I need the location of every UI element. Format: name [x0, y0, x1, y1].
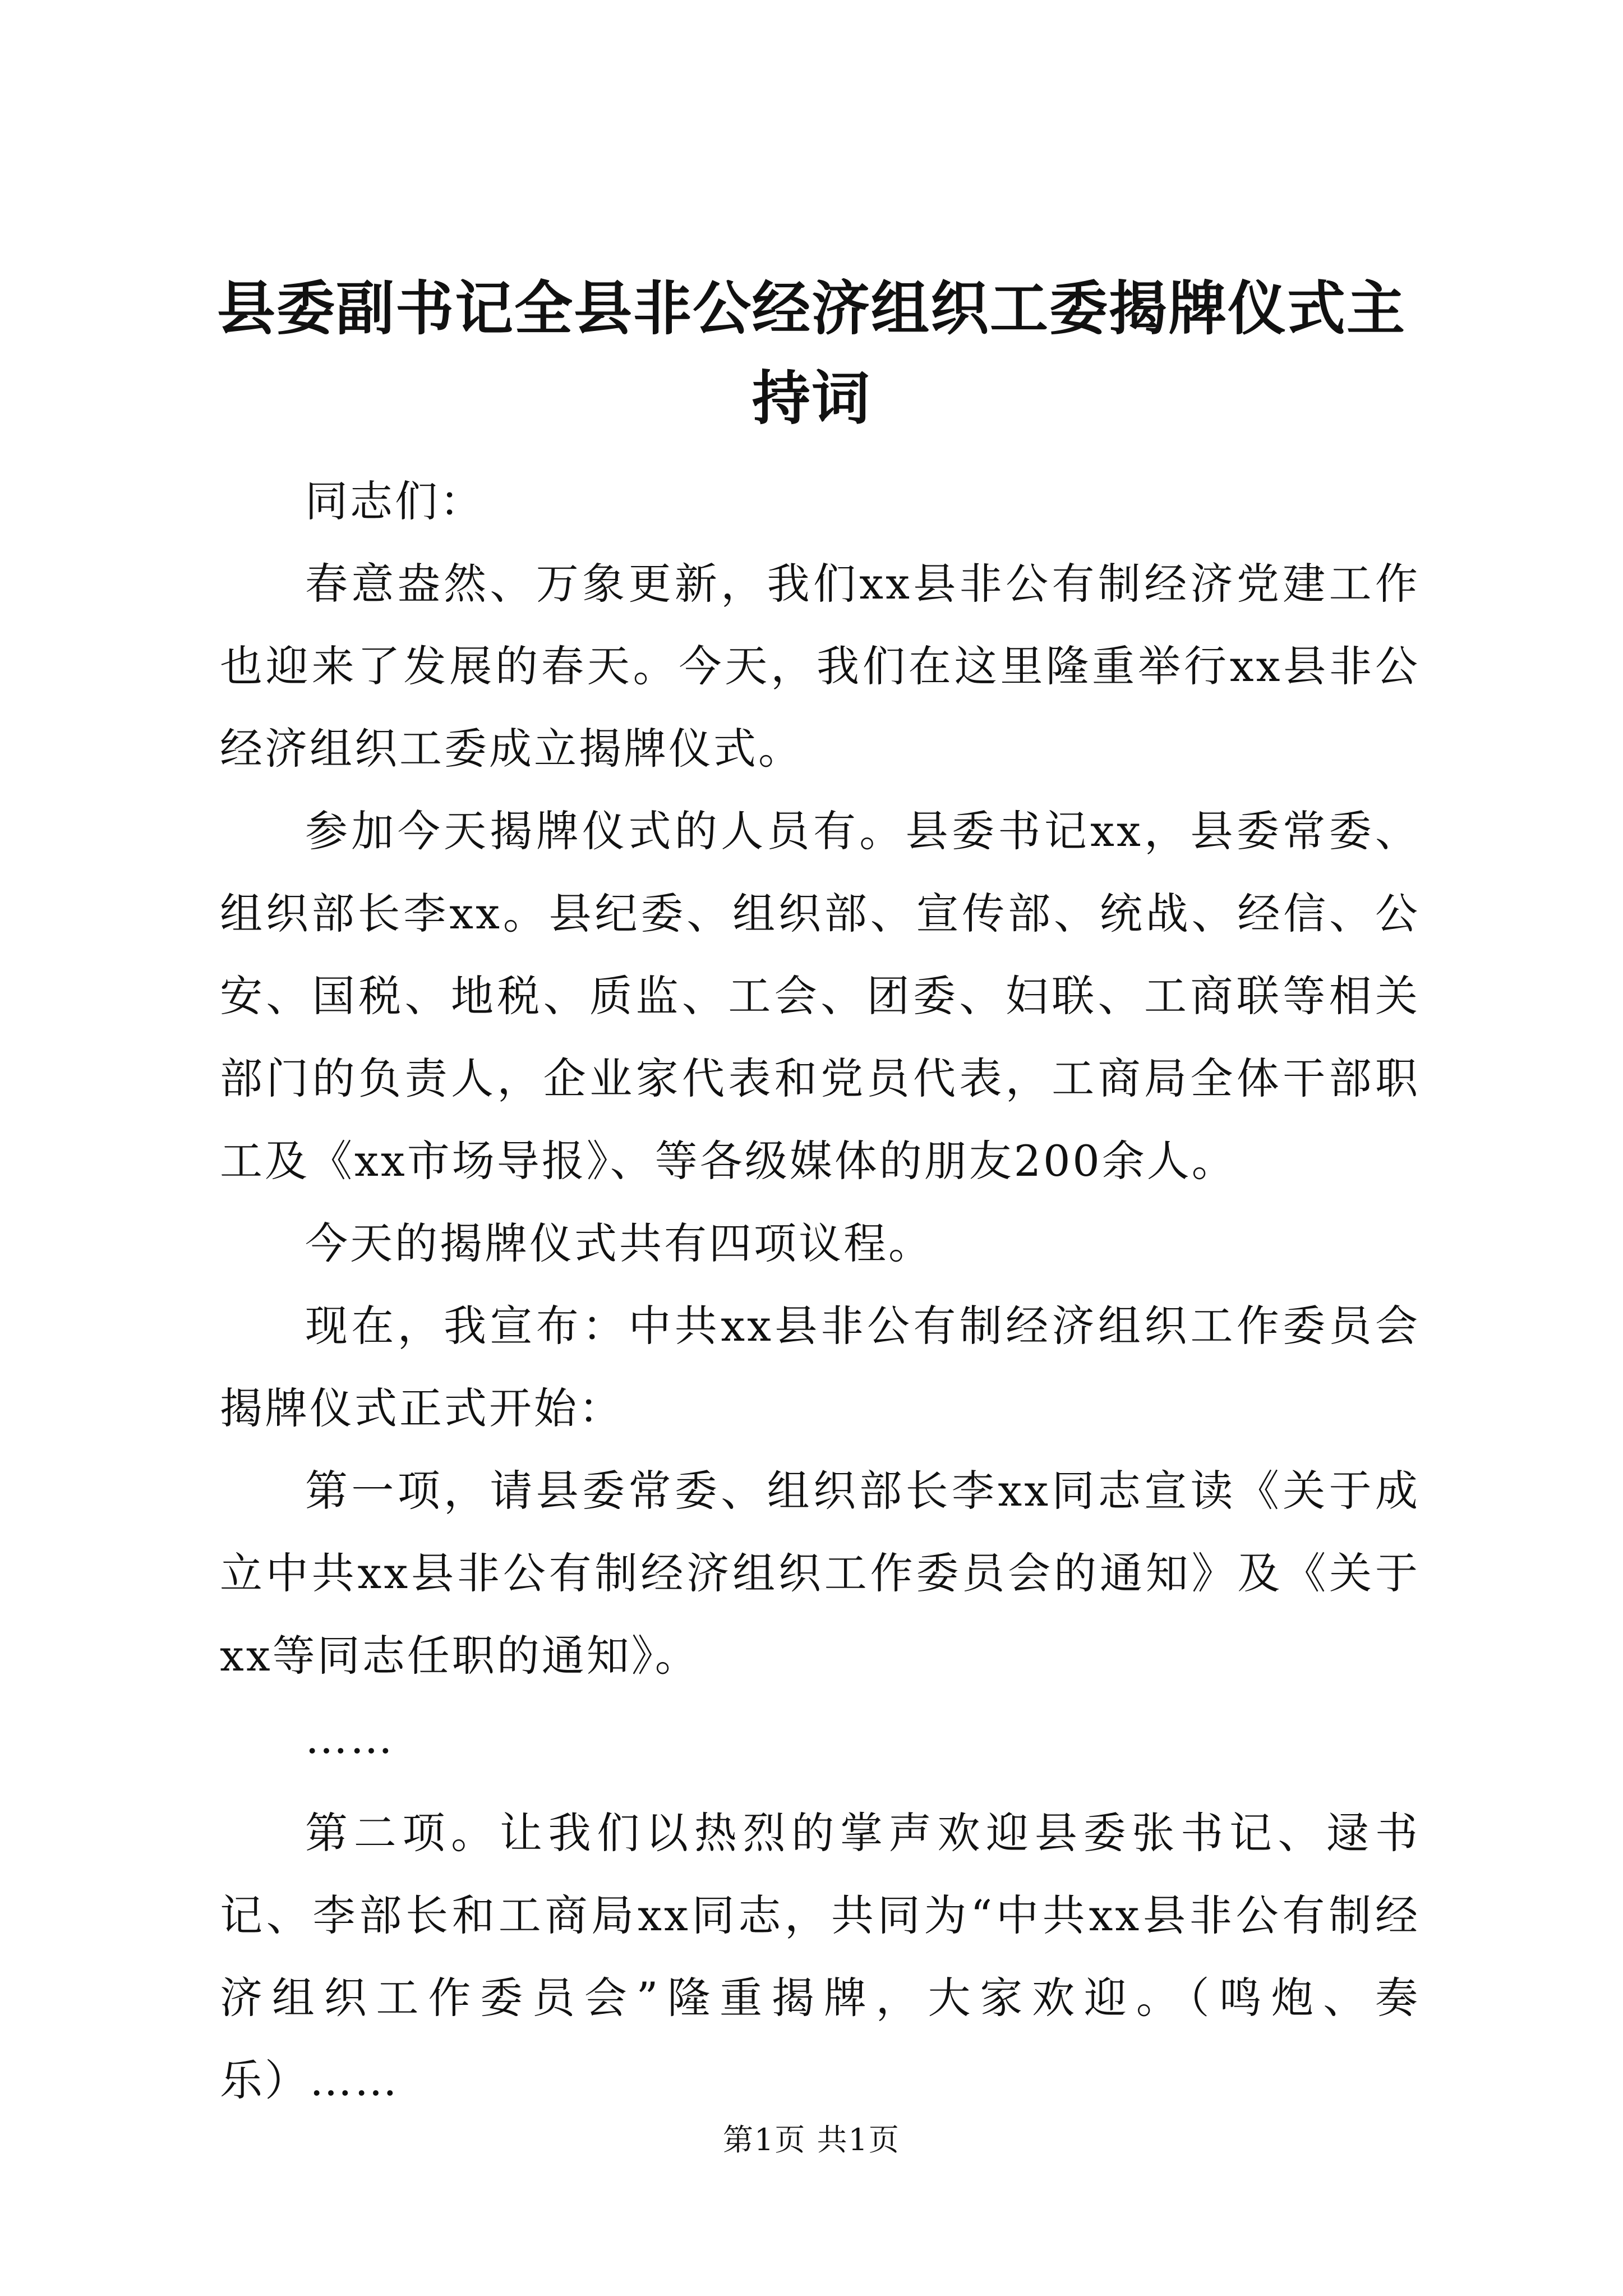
paragraph-item-two: 第二项。让我们以热烈的掌声欢迎县委张书记、逯书记、李部长和工商局xx同志，共同为“中共xx县非公有制经济组织工作委员会”隆重揭牌，大家欢迎。（鸣炮、奏乐）…… [220, 1808, 1420, 2105]
paragraph-item-one: 第一项，请县委常委、组织部长李xx同志宣读《关于成立中共xx县非公有制经济组织工作委员会的通知》及《关于xx等同志任职的通知》。 [220, 1466, 1420, 1681]
paragraph-attendees: 参加今天揭牌仪式的人员有。县委书记xx，县委常委、组织部长李xx。县纪委、组织部、宣传部、统战、经信、公安、国税、地税、质监、工会、团委、妇联、工商联等相关部门的负责人，企业家代表和党员代表，工商局全体干部职工及《xx市场导报》、等各级媒体的朋友200余人。 [220, 806, 1420, 1186]
paragraph-agenda: 今天的揭牌仪式共有四项议程。 [305, 1218, 933, 1268]
paragraph-opening: 春意盎然、万象更新，我们xx县非公有制经济党建工作也迎来了发展的春天。今天，我们在这里隆重举行xx县非公经济组织工委成立揭牌仪式。 [220, 559, 1420, 774]
salutation: 同志们： [305, 476, 485, 526]
page-footer: 第1页 共1页 [723, 2122, 900, 2157]
document-body [220, 460, 1420, 2122]
paragraph-ellipsis: …… [305, 1713, 395, 1763]
document-title: 县委副书记全县非公经济组织工委揭牌仪式主持词 [216, 274, 1406, 432]
paragraph-announcement: 现在，我宣布：中共xx县非公有制经济组织工作委员会揭牌仪式正式开始： [220, 1301, 1420, 1433]
